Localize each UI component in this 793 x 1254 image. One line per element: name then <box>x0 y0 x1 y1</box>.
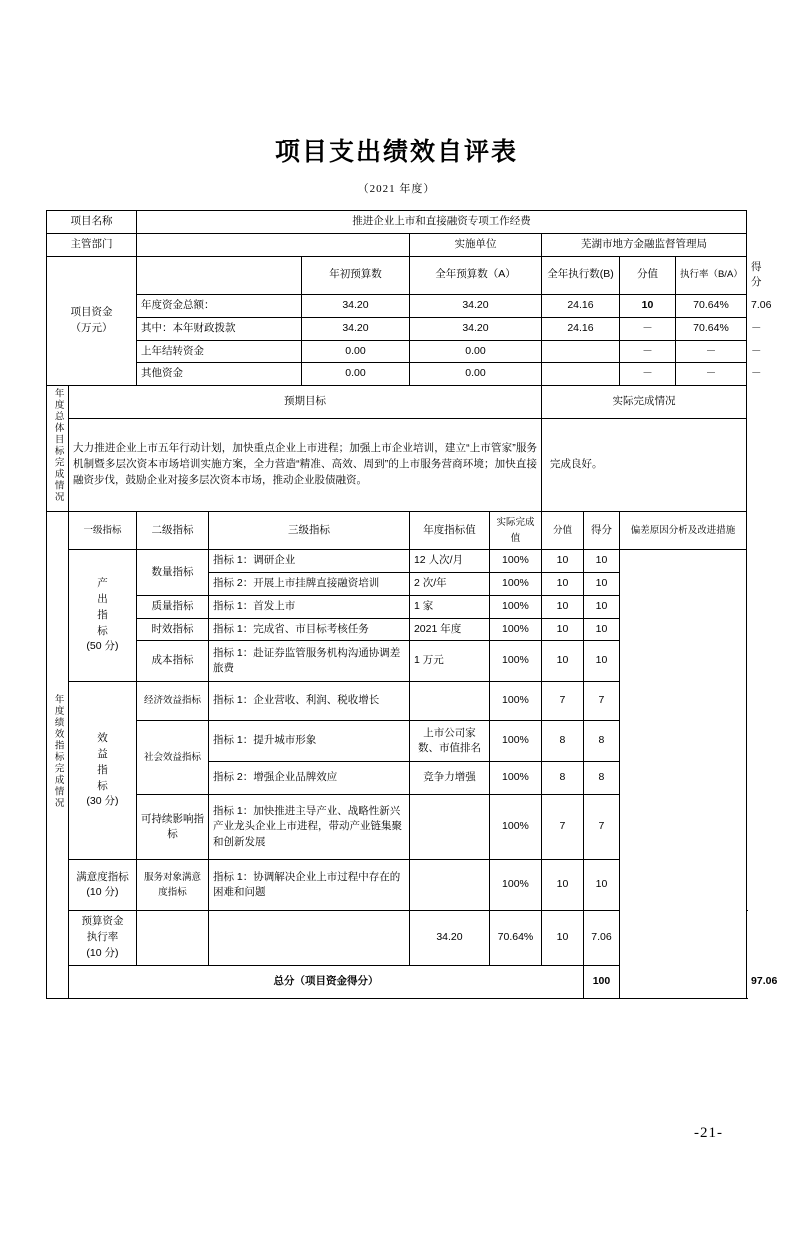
table-row-perf-header <box>46 511 746 550</box>
funds-row-begin: 0.00 <box>301 363 409 386</box>
page-number: -21- <box>694 1125 723 1141</box>
funds-row-executed: 24.16 <box>541 295 619 318</box>
funds-col-rate <box>675 256 746 295</box>
target-value: 竞争力增强 <box>409 762 489 795</box>
budget-actual-value: 70.64% <box>489 911 541 965</box>
actual-value: 100% <box>489 860 541 911</box>
actual-value: 100% <box>489 641 541 682</box>
funds-label-line2: （万元） <box>70 321 113 334</box>
score-value: 10 <box>541 595 583 618</box>
level1-satisfaction: 满意度指标 (10 分) <box>68 860 136 911</box>
actual-result-text: 完成良好。 <box>541 418 746 511</box>
level3-indicator: 指标 1：首发上市 <box>208 595 409 618</box>
total-score: 100 <box>583 965 619 998</box>
score-value: 10 <box>541 641 583 682</box>
gained-value: 10 <box>583 618 619 641</box>
level2-cost: 成本指标 <box>136 641 208 682</box>
level3-indicator: 指标 2：增强企业品牌效应 <box>208 762 409 795</box>
expected-goal-header: 预期目标 <box>68 386 541 419</box>
gained-value: 10 <box>583 641 619 682</box>
score-value: 7 <box>541 682 583 721</box>
target-value <box>409 795 489 860</box>
score-value: 10 <box>541 550 583 573</box>
target-value <box>409 860 489 911</box>
target-value: 12 人次/月 <box>409 550 489 573</box>
level3-indicator: 指标 1：加快推进主导产业、战略性新兴产业龙头企业上市进程，带动产业链集聚和创新发展 <box>208 795 409 860</box>
implementing-unit-value: 芜湖市地方金融监督管理局 <box>541 233 746 256</box>
performance-self-evaluation-table <box>46 210 778 999</box>
funds-row-rate: － <box>675 363 746 386</box>
gained-value: 7 <box>583 682 619 721</box>
actual-result-header: 实际完成情况 <box>541 386 746 419</box>
funds-col-rate-text: 执行率（B/A） <box>679 269 743 281</box>
table-row-department <box>46 233 746 256</box>
score-value: 8 <box>541 762 583 795</box>
budget-target-value: 34.20 <box>409 911 489 965</box>
table-row-total: 总分（项目资金得分） 100 97.06 <box>46 965 746 998</box>
actual-value: 100% <box>489 682 541 721</box>
page-title: 项目支出绩效自评表 <box>274 139 518 166</box>
funds-row-annual: 34.20 <box>409 317 541 340</box>
funds-col-score: 分值 <box>619 256 675 295</box>
funds-row-score: － <box>619 317 675 340</box>
actual-value: 100% <box>489 762 541 795</box>
table-row-output-1 <box>46 550 746 573</box>
funds-row-begin: 34.20 <box>301 295 409 318</box>
project-name-label: 项目名称 <box>46 211 136 234</box>
score-value: 10 <box>541 618 583 641</box>
implementing-unit-label: 实施单位 <box>409 233 541 256</box>
funds-row-name: 其他资金 <box>136 363 301 386</box>
level2-timeliness: 时效指标 <box>136 618 208 641</box>
perf-col-gained: 得分 <box>583 511 619 550</box>
level3-indicator: 指标 2：开展上市挂牌直接融资培训 <box>208 573 409 596</box>
perf-col-level1: 一级指标 <box>68 511 136 550</box>
gained-value: 10 <box>583 860 619 911</box>
table-row-project-name <box>46 211 746 234</box>
gained-value: 8 <box>583 762 619 795</box>
gained-value: 10 <box>583 595 619 618</box>
target-value: 2 次/年 <box>409 573 489 596</box>
actual-value: 100% <box>489 573 541 596</box>
level3-indicator: 指标 1：协调解决企业上市过程中存在的困难和问题 <box>208 860 409 911</box>
department-value <box>136 233 409 256</box>
perf-side-label: 年度绩效指标完成情况 <box>46 511 68 998</box>
funds-row-begin: 34.20 <box>301 317 409 340</box>
table-row-funds-carryover: 上年结转资金 0.00 0.00 － － － <box>46 340 746 363</box>
level3-indicator: 指标 1：提升城市形象 <box>208 721 409 762</box>
funds-label-line1: 项目资金 <box>70 306 113 318</box>
level1-benefit: 效 益 指 标 (30 分) <box>68 682 136 860</box>
actual-value: 100% <box>489 550 541 573</box>
funds-row-executed <box>541 340 619 363</box>
funds-col-executed: 全年执行数(B) <box>541 256 619 295</box>
budget-execution-level2 <box>136 911 208 965</box>
table-row-annual-goal-header <box>46 386 746 419</box>
level1-output: 产 出 指 标 (50 分) <box>68 550 136 682</box>
gained-value: 10 <box>583 573 619 596</box>
funds-col-begin: 年初预算数 <box>301 256 409 295</box>
table-row-funds-total: 年度资金总额： 34.20 34.20 24.16 10 70.64% 7.06 <box>46 295 746 318</box>
total-label: 总分（项目资金得分） <box>68 965 583 998</box>
target-value <box>409 682 489 721</box>
funds-row-annual: 0.00 <box>409 363 541 386</box>
funds-row-score: － <box>619 340 675 363</box>
target-value: 1 家 <box>409 595 489 618</box>
perf-col-level2: 二级指标 <box>136 511 208 550</box>
table-row-funds-header: 项目资金 （万元） 年初预算数 全年预算数（A） 全年执行数(B) 分值 执行率（B/A） 得分 <box>46 256 746 295</box>
funds-col-name <box>136 256 301 295</box>
funds-row-annual: 34.20 <box>409 295 541 318</box>
funds-row-name: 年度资金总额： <box>136 295 301 318</box>
project-name-value: 推进企业上市和直接融资专项工作经费 <box>136 211 746 234</box>
budget-score-value: 10 <box>541 911 583 965</box>
funds-row-rate: － <box>675 340 746 363</box>
actual-value: 100% <box>489 721 541 762</box>
level3-indicator: 指标 1：完成省、市目标考核任务 <box>208 618 409 641</box>
level2-service-satisfaction: 服务对象满意度指标 <box>136 860 208 911</box>
level2-social: 社会效益指标 <box>136 721 208 795</box>
budget-execution-label: 预算资金 执行率 (10 分) <box>68 911 136 965</box>
analysis-cell <box>619 550 746 998</box>
page-subtitle: （2021 年度） <box>357 183 436 195</box>
level2-quality: 质量指标 <box>136 595 208 618</box>
department-label: 主管部门 <box>46 233 136 256</box>
score-value: 8 <box>541 721 583 762</box>
gained-value: 8 <box>583 721 619 762</box>
funds-row-score: － <box>619 363 675 386</box>
target-value: 1 万元 <box>409 641 489 682</box>
annual-goal-side-label: 年度总体目标完成情况 <box>46 386 68 512</box>
level3-indicator: 指标 1：企业营收、利润、税收增长 <box>208 682 409 721</box>
table-row-funds-other: 其他资金 0.00 0.00 － － － <box>46 363 746 386</box>
level2-economic: 经济效益指标 <box>136 682 208 721</box>
score-value: 10 <box>541 860 583 911</box>
actual-value: 100% <box>489 595 541 618</box>
perf-col-score: 分值 <box>541 511 583 550</box>
expected-goal-text: 大力推进企业上市五年行动计划，加快重点企业上市进程；加强上市企业培训，建立“上市管家”服务机制暨多层次资本市场培训实施方案，全力营造“精准、高效、周到”的上市服务营商环境；加快直接融资步伐，鼓励企业对接多层次资本市场，推动企业股债融资。 <box>68 418 541 511</box>
document-page <box>0 132 793 1254</box>
perf-col-level3: 三级指标 <box>208 511 409 550</box>
funds-row-rate: 70.64% <box>675 295 746 318</box>
level2-quantity: 数量指标 <box>136 550 208 596</box>
funds-row-begin: 0.00 <box>301 340 409 363</box>
budget-execution-level3 <box>208 911 409 965</box>
table-row-funds-fiscal: 其中：本年财政拨款 34.20 34.20 24.16 － 70.64% － <box>46 317 746 340</box>
actual-value: 100% <box>489 618 541 641</box>
budget-gained-value: 7.06 <box>583 911 619 965</box>
funds-row-score: 10 <box>619 295 675 318</box>
funds-row-executed <box>541 363 619 386</box>
perf-col-actual: 实际完成值 <box>489 511 541 550</box>
score-value: 7 <box>541 795 583 860</box>
funds-row-executed: 24.16 <box>541 317 619 340</box>
funds-row-rate: 70.64% <box>675 317 746 340</box>
perf-col-target: 年度指标值 <box>409 511 489 550</box>
funds-row-name: 其中：本年财政拨款 <box>136 317 301 340</box>
gained-value: 10 <box>583 550 619 573</box>
funds-label <box>46 256 136 386</box>
funds-row-name: 上年结转资金 <box>136 340 301 363</box>
score-value: 10 <box>541 573 583 596</box>
funds-col-annual: 全年预算数（A） <box>409 256 541 295</box>
target-value: 2021 年度 <box>409 618 489 641</box>
perf-col-analysis: 偏差原因分析及改进措施 <box>619 511 746 550</box>
funds-row-annual: 0.00 <box>409 340 541 363</box>
level2-sustainable: 可持续影响指标 <box>136 795 208 860</box>
gained-value: 7 <box>583 795 619 860</box>
actual-value: 100% <box>489 795 541 860</box>
level3-indicator: 指标 1：赴证券监管服务机构沟通协调差旅费 <box>208 641 409 682</box>
level3-indicator: 指标 1：调研企业 <box>208 550 409 573</box>
table-row-annual-goal-body <box>46 418 746 511</box>
target-value: 上市公司家数、市值排名 <box>409 721 489 762</box>
